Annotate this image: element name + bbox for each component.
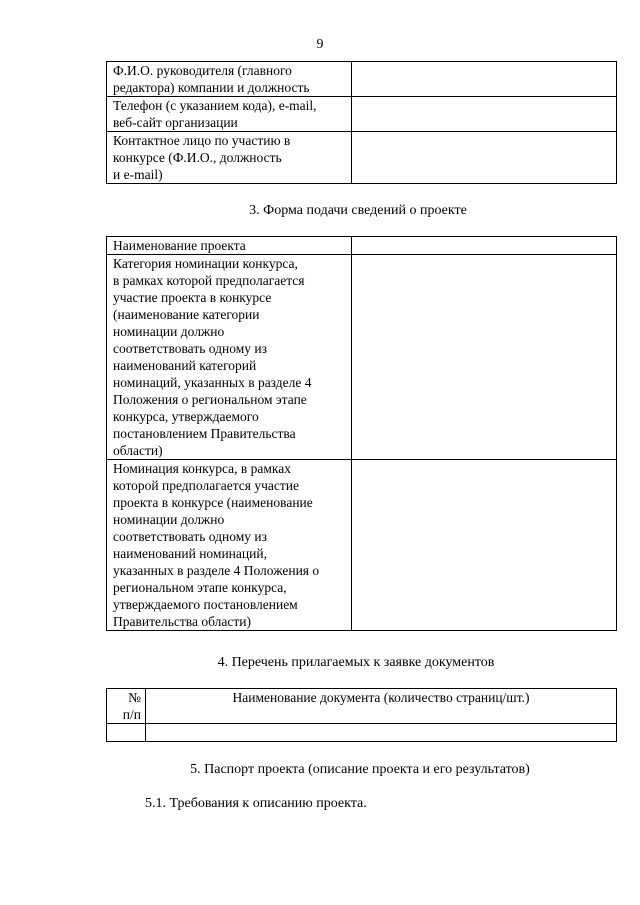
table-row	[107, 460, 617, 631]
nomination-value[interactable]	[352, 460, 617, 631]
phone-label: Телефон (с указанием кода), e-mail, веб-сайт организации	[107, 97, 352, 132]
category-value[interactable]	[352, 255, 617, 460]
contact-person-label: Контактное лицо по участию в конкурсе (Ф.И.О., должность и e-mail)	[107, 132, 352, 184]
section-3-heading: 3. Форма подачи сведений о проекте	[249, 203, 467, 218]
table-row	[107, 132, 617, 184]
project-info-table	[106, 236, 617, 631]
table-row	[107, 724, 617, 742]
phone-value[interactable]	[352, 97, 617, 132]
document-name-cell[interactable]	[146, 724, 617, 742]
project-name-value[interactable]	[352, 237, 617, 255]
project-name-label: Наименование проекта	[107, 237, 352, 255]
page-number: 9	[316, 37, 324, 52]
table-header-row	[107, 689, 617, 724]
section-4-heading: 4. Перечень прилагаемых к заявке документов	[217, 655, 495, 670]
table-row	[107, 237, 617, 255]
contact-info-table	[106, 61, 617, 184]
director-value[interactable]	[352, 62, 617, 97]
nomination-label: Номинация конкурса, в рамках которой предполагается участие проекта в конкурсе (наименование номинации должно соответствовать одному из наименований номинаций, указанных в разделе 4 Положения о региональном этапе конкурса, утверждаемого постановлением Правительства области)	[107, 460, 352, 631]
column-header-number: № п/п	[107, 689, 146, 724]
documents-table	[106, 688, 617, 742]
column-header-document-name: Наименование документа (количество страниц/шт.)	[146, 689, 617, 724]
contact-person-value[interactable]	[352, 132, 617, 184]
table-row	[107, 62, 617, 97]
document-number-cell[interactable]	[107, 724, 146, 742]
director-label: Ф.И.О. руководителя (главного редактора) компании и должность	[107, 62, 352, 97]
section-5-1-heading: 5.1. Требования к описанию проекта.	[145, 796, 367, 811]
section-5-heading: 5. Паспорт проекта (описание проекта и его результатов)	[190, 762, 530, 777]
table-row	[107, 255, 617, 460]
table-row	[107, 97, 617, 132]
category-label: Категория номинации конкурса, в рамках которой предполагается участие проекта в конкурсе (наименование категории номинации должно соответствовать одному из наименований категорий номинаций, указанных в разделе 4 Положения о региональном этапе конкурса, утверждаемого постановлением Правительства области)	[107, 255, 352, 460]
